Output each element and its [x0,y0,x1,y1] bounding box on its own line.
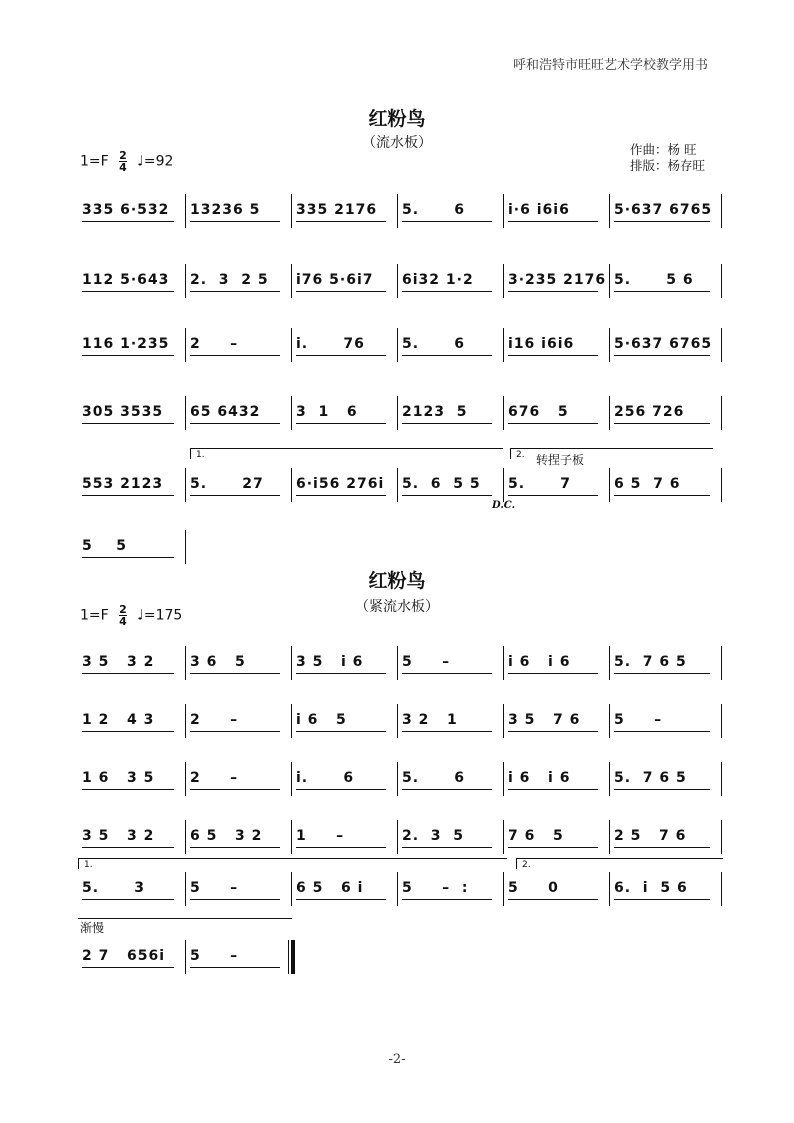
beam-line [614,789,710,790]
piece2-time-num: 2 [119,603,127,616]
notation-text: i 6 i 6 [508,770,571,786]
piece1-measure [398,326,502,366]
piece1-measure [186,466,290,506]
piece1-measure [78,394,184,434]
beam-line [402,495,492,496]
piece2-measure [292,702,396,742]
beam-line [82,967,174,968]
notation-text: 6 5 7 6 [614,476,681,492]
piece2-measure [186,818,290,858]
piece2-measure [398,644,502,684]
notation-text: 5 – [190,880,239,896]
notation-text: 1 2 4 3 [82,712,155,728]
beam-line [508,673,598,674]
notation-text: 3 6 5 [190,654,246,670]
beam-line [614,423,710,424]
notation-text: 5. 5 6 [614,272,694,288]
piece1-measure [610,466,720,506]
notation-text: 2. 3 5 [402,828,465,844]
piece1-measure [78,192,184,232]
piece2-measure [610,760,720,800]
beam-line [402,731,492,732]
beam-line [82,557,174,558]
beam-line [296,495,386,496]
piece2-row [78,644,718,684]
beam-line [82,291,174,292]
notation-text: 676 5 [508,404,569,420]
piece2-measure [186,760,290,800]
notation-text: i 6 i 6 [508,654,571,670]
barline [721,468,722,502]
beam-line [190,673,280,674]
beam-line [508,789,598,790]
piece1-measure [78,326,184,366]
notation-text: 305 3535 [82,404,164,420]
notation-text: 112 5·643 [82,272,170,288]
piece1-row [78,262,718,302]
piece2-measure [610,644,720,684]
piece2-time-signature [119,604,127,627]
piece1-row [78,192,718,232]
piece1-measure [186,394,290,434]
beam-line [296,423,386,424]
beam-line [82,355,174,356]
notation-text: 116 1·235 [82,336,170,352]
beam-line [296,847,386,848]
piece2-row [78,702,718,742]
notation-text: 3 5 3 2 [82,828,155,844]
piece2-measure [78,870,184,910]
piece1-measure [292,326,396,366]
beam-line [508,423,598,424]
piece1-volta-1 [190,448,503,459]
piece1-measure [292,192,396,232]
notation-text: 2 7 656i [82,948,166,964]
piece2-time-den: 4 [119,615,127,628]
arranger-credit: 排版：杨存旺 [630,158,706,173]
piece1-measure [610,326,720,366]
piece1-key: 1=F [80,153,109,170]
piece1-time-num: 2 [119,149,127,162]
beam-line [190,731,280,732]
notation-text: 5 – [614,712,663,728]
beam-line [402,355,492,356]
beam-line [402,789,492,790]
beam-line [508,847,598,848]
piece2-measure [78,818,184,858]
piece2-measure [292,870,396,910]
piece2-measure [78,644,184,684]
beam-line [190,423,280,424]
beam-line [402,899,492,900]
piece2-measure [186,644,290,684]
notation-text: 5. 6 5 5 [402,476,481,492]
piece2-measure [504,870,608,910]
notation-text: 3 5 3 2 [82,654,155,670]
piece2-row [78,818,718,858]
piece2-measure [398,818,502,858]
notation-text: i·6 i6i6 [508,202,570,218]
piece1-row [78,326,718,366]
volta-2-label: 2. [522,860,531,870]
notation-text: 6·i56 276i [296,476,385,492]
notation-text: 5 0 [508,880,559,896]
piece1-measure [186,192,290,232]
beam-line [296,731,386,732]
piece1-measure [292,262,396,302]
beam-line [82,731,174,732]
beam-line [508,899,598,900]
barline [721,820,722,854]
notation-text: 65 6432 [190,404,261,420]
piece2-measure [78,702,184,742]
piece2-title: 红粉鸟 [368,570,426,592]
beam-line [402,291,492,292]
piece1-measure [78,528,184,568]
piece2-measure [292,760,396,800]
notation-text: 5. 7 [508,476,572,492]
beam-line [402,423,492,424]
barline [721,762,722,796]
piece2-measure [186,938,290,978]
beam-line [82,423,174,424]
piece2-row [78,760,718,800]
notation-text: 2 – [190,712,239,728]
piece1-measure [398,192,502,232]
beam-line [614,495,710,496]
barline [721,264,722,298]
piece2-measure [610,870,720,910]
piece2-measure [504,644,608,684]
beam-line [614,355,710,356]
beam-line [82,673,174,674]
piece1-credits [630,142,705,174]
beam-line [190,899,280,900]
notation-text: 5 5 [82,538,127,554]
beam-line [82,495,174,496]
piece2-measure [504,760,608,800]
beam-line [508,291,598,292]
beam-line [614,899,710,900]
notation-text: 2 5 7 6 [614,828,687,844]
piece1-row [78,466,718,506]
piece2-measure [610,818,720,858]
notation-text: 5 – : [402,880,469,896]
notation-text: 3 5 i 6 [296,654,364,670]
notation-text: 5. 7 6 5 [614,654,687,670]
barline [721,704,722,738]
piece1-row [78,528,718,568]
notation-text: 2 – [190,336,239,352]
piece2-measure [78,760,184,800]
beam-line [190,495,280,496]
barline [721,872,722,906]
notation-text: 13236 5 [190,202,261,218]
notation-text: 1 6 3 5 [82,770,155,786]
page-number: -2- [388,1052,406,1067]
piece1-measure [504,192,608,232]
piece1-measure [398,466,502,506]
piece2-measure [398,760,502,800]
beam-line [614,731,710,732]
beam-line [190,847,280,848]
notation-text: 2123 5 [402,404,468,420]
piece2-volta-2 [516,858,723,869]
piece1-time-signature [119,150,127,173]
notation-text: i76 5·6i7 [296,272,374,288]
dc-marking: D.C. [492,500,516,511]
volta-1-label: 1. [84,860,93,870]
beam-line [296,789,386,790]
notation-text: 1 – [296,828,345,844]
piece1-measure [398,394,502,434]
barline [721,328,722,362]
piece2-measure [610,702,720,742]
piece2-tempo: ♩=175 [137,607,183,624]
beam-line [614,673,710,674]
notation-text: i. 76 [296,336,365,352]
piece2-row [78,870,718,910]
notation-text: 6. i 5 6 [614,880,688,896]
piece1-measure [610,394,720,434]
piece2-subtitle: （紧流水板） [355,599,439,615]
piece2-measure [292,644,396,684]
piece1-measure [504,262,608,302]
book-header: 呼和浩特市旺旺艺术学校教学用书 [512,58,708,73]
piece1-measure [610,192,720,232]
piece1-measure [610,262,720,302]
notation-text: 7 6 5 [508,828,564,844]
notation-text: 5·637 6765 [614,336,713,352]
beam-line [402,673,492,674]
beam-line [296,355,386,356]
notation-text: 256 726 [614,404,685,420]
beam-line [614,291,710,292]
beam-line [402,221,492,222]
beam-line [190,789,280,790]
notation-text: 5 – [402,654,451,670]
final-barline [288,940,295,974]
beam-line [82,899,174,900]
piece1-measure [504,394,608,434]
beam-line [508,355,598,356]
piece2-measure [398,870,502,910]
notation-text: 5. 6 [402,202,466,218]
notation-text: 3·235 2176 [508,272,607,288]
beam-line [614,221,710,222]
beam-line [190,967,280,968]
piece2-measure [186,870,290,910]
beam-line [508,731,598,732]
notation-text: 5. 6 [402,336,466,352]
notation-text: 6 5 3 2 [190,828,263,844]
barline [721,646,722,680]
piece1-measure [504,466,608,506]
notation-text: 3 2 1 [402,712,458,728]
beam-line [82,221,174,222]
barline [185,530,186,564]
beam-line [296,899,386,900]
piece2-key-signature [80,604,182,627]
piece1-tempo: ♩=92 [137,153,174,170]
notation-text: i16 i6i6 [508,336,575,352]
piece2-volta-1 [78,858,507,869]
piece1-measure [186,326,290,366]
beam-line [296,221,386,222]
beam-line [614,847,710,848]
notation-text: 5. 27 [190,476,264,492]
piece2-row [78,938,718,978]
piece1-key-signature [80,150,173,173]
notation-text: 5. 3 [82,880,146,896]
piece1-subtitle: （流水板） [362,135,432,151]
volta-2-label: 2. [516,450,525,460]
piece1-measure [78,466,184,506]
piece2-measure [504,818,608,858]
piece1-measure [186,262,290,302]
piece2-measure [398,702,502,742]
piece1-measure [292,394,396,434]
piece1-section-note: 转捏子板 [536,453,585,467]
beam-line [508,221,598,222]
composer-credit: 作曲：杨 旺 [630,142,697,157]
barline [721,194,722,228]
notation-text: 335 6·532 [82,202,170,218]
beam-line [296,673,386,674]
rit-label: 渐慢 [80,921,105,935]
notation-text: 6i32 1·2 [402,272,474,288]
notation-text: 2 – [190,770,239,786]
beam-line [82,789,174,790]
notation-text: 5. 7 6 5 [614,770,687,786]
notation-text: 3 1 6 [296,404,358,420]
beam-line [82,847,174,848]
notation-text: 6 5 6 i [296,880,364,896]
notation-text: 3 5 7 6 [508,712,581,728]
notation-text: 553 2123 [82,476,164,492]
beam-line [508,495,598,496]
beam-line [190,221,280,222]
piece1-time-den: 4 [119,161,127,174]
piece1-measure [78,262,184,302]
piece2-measure [78,938,184,978]
notation-text: 5. 6 [402,770,466,786]
piece2-rit-line [78,918,292,935]
notation-text: 335 2176 [296,202,378,218]
piece1-row [78,394,718,434]
piece1-measure [398,262,502,302]
piece1-title: 红粉鸟 [368,108,426,130]
beam-line [402,847,492,848]
notation-text: 5 – [190,948,239,964]
notation-text: 5·637 6765 [614,202,713,218]
piece2-key: 1=F [80,607,109,624]
piece2-measure [504,702,608,742]
piece1-measure [504,326,608,366]
notation-text: 2. 3 2 5 [190,272,269,288]
notation-text: i 6 5 [296,712,347,728]
beam-line [190,355,280,356]
notation-text: i. 6 [296,770,355,786]
piece1-measure [292,466,396,506]
volta-1-label: 1. [196,450,205,460]
beam-line [296,291,386,292]
piece2-measure [292,818,396,858]
beam-line [190,291,280,292]
barline [721,396,722,430]
piece2-measure [186,702,290,742]
